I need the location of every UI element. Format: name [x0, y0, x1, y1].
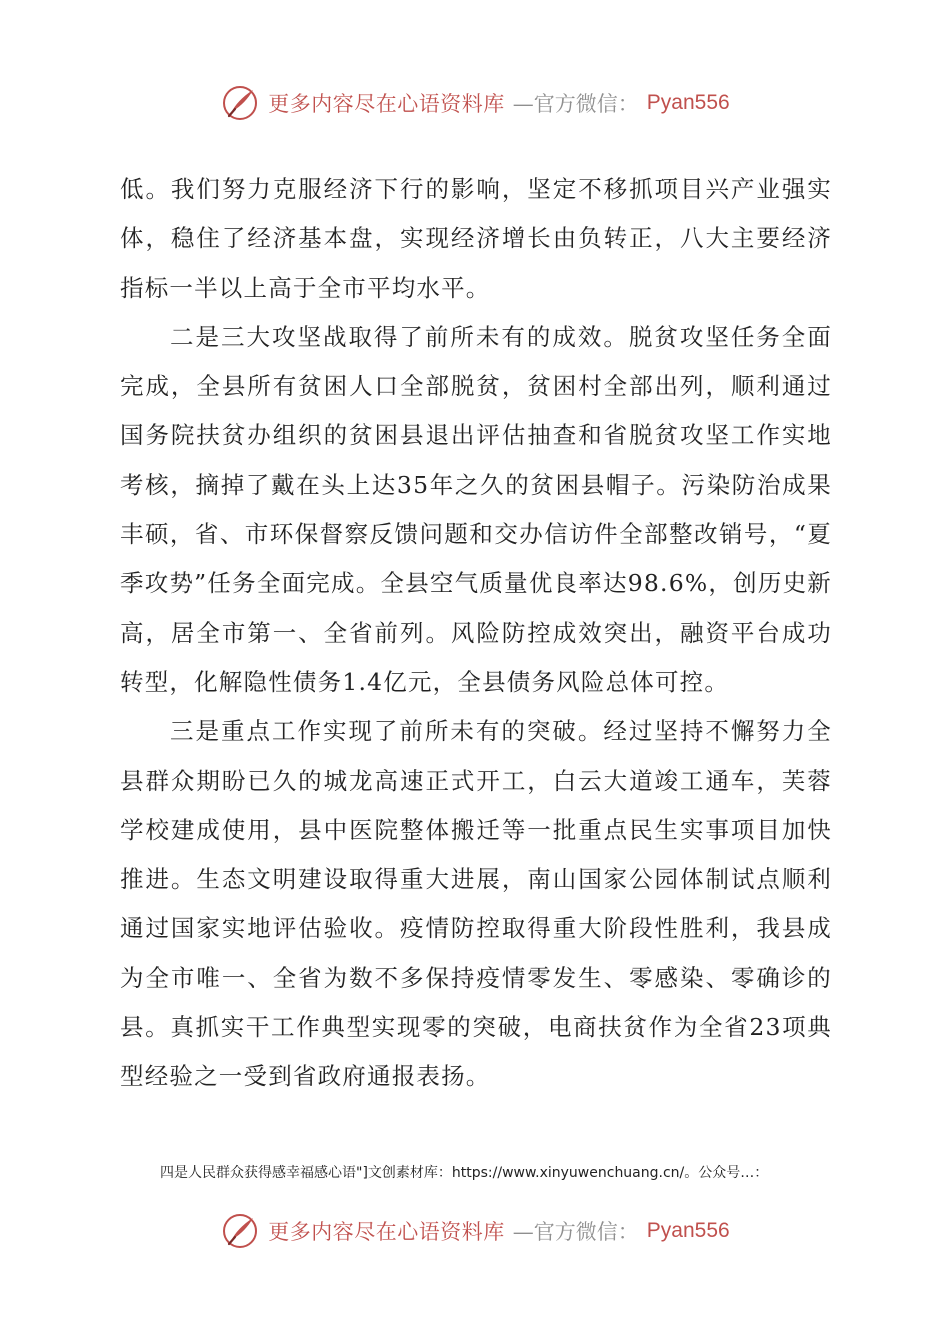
paragraph: 二是三大攻坚战取得了前所未有的成效。脱贫攻坚任务全面完成，全县所有贫困人口全部脱贫，贫困村全部出列，顺利通过国务院扶贫办组织的贫困县退出评估抽查和省脱贫攻坚工作实地考核，摘掉了戴在头上达35年之久的贫困县帽子。污染防治成果丰硕，省、市环保督察反馈问题和交办信访件全部整改销号，“夏季攻势”任务全面完成。全县空气质量优良率达98.6%，创历史新高，居全市第一、全省前列。风险防控成效突出，融资平台成功转型，化解隐性债务1.4亿元，全县债务风险总体可控。 [120, 322, 832, 696]
header-brand-id: Pyan556 [646, 91, 730, 114]
footer-brand-id: Pyan556 [646, 1219, 730, 1242]
header-brand-text: 更多内容尽在心语资料库 [268, 92, 505, 116]
footnote-line: 四是人民群众获得感幸福感心语"]文创素材库：https://www.xinyuwenchuang.cn/。公众号…： [160, 1165, 769, 1181]
quill-logo-icon [220, 1211, 260, 1251]
paragraph: 三是重点工作实现了前所未有的突破。经过坚持不懈努力全县群众期盼已久的城龙高速正式开工，白云大道竣工通车，芙蓉学校建成使用，县中医院整体搬迁等一批重点民生实事项目加快推进。生态文明建设取得重大进展，南山国家公园体制试点顺利通过国家实地评估验收。疫情防控取得重大阶段性胜利，我县成为全市唯一、全省为数不多保持疫情零发生、零感染、零确诊的县。真抓实干工作典型实现零的突破，电商扶贫作为全省23项典型经验之一受到省政府通报表扬。 [120, 717, 832, 1091]
body-text [120, 165, 832, 1102]
header-brand-sub: —官方微信： [512, 92, 639, 116]
footer-brand-sub: —官方微信： [512, 1220, 639, 1244]
quill-logo-icon [220, 83, 260, 123]
footer-watermark [0, 1208, 950, 1254]
paragraph: 低。我们努力克服经济下行的影响，坚定不移抓项目兴产业强实体，稳住了经济基本盘，实现经济增长由负转正，八大主要经济指标一半以上高于全市平均水平。 [120, 175, 832, 302]
header-watermark [0, 80, 950, 126]
footer-brand-text: 更多内容尽在心语资料库 [268, 1220, 505, 1244]
